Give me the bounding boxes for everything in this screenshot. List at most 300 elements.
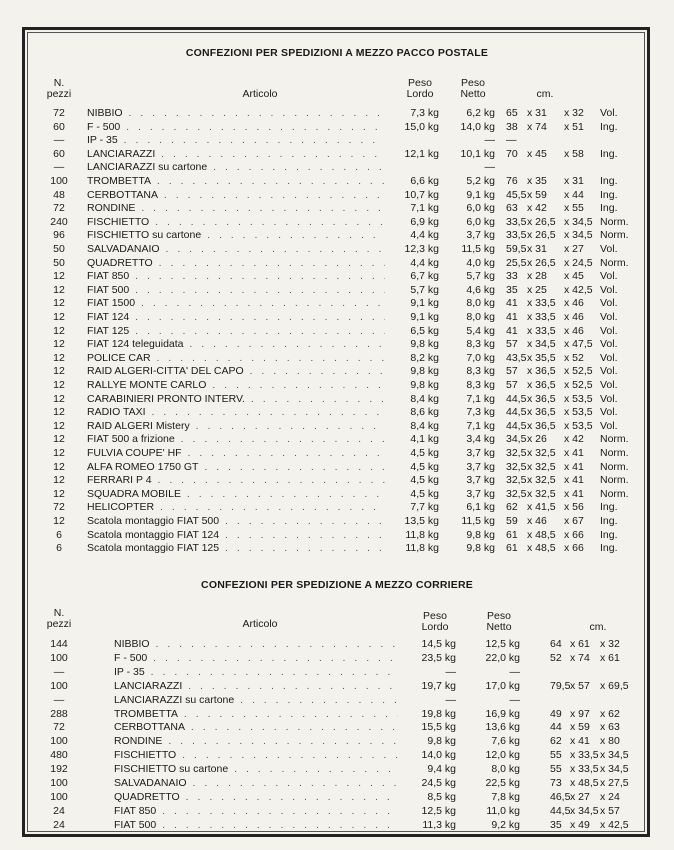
cell-pezzi: 12	[53, 419, 65, 432]
cell-tipo: Ing.	[600, 542, 618, 555]
cell-lordo: 4,1 kg	[410, 433, 439, 446]
cell-netto: 14,0 kg	[460, 120, 495, 133]
s1-header-n: N. pezzi	[46, 77, 72, 100]
cell-articolo: TROMBETTA . . .	[114, 708, 398, 721]
cell-articolo: SQUADRA MOBILE . . .	[87, 488, 385, 501]
cell-lordo: 9,1 kg	[410, 297, 439, 310]
cell-dim3: x 80	[600, 735, 620, 748]
cell-pezzi: 192	[50, 763, 68, 776]
cell-dim2: x 32,5	[527, 460, 556, 473]
cell-pezzi: 60	[53, 147, 65, 160]
cell-dim3: x 52,5	[564, 379, 593, 391]
table-row	[0, 638, 674, 651]
cell-dim3: x 52	[564, 351, 584, 364]
table-row	[0, 515, 674, 528]
cell-netto: 6,0 kg	[466, 215, 495, 228]
cell-tipo: Norm.	[600, 433, 629, 446]
cell-pezzi: 48	[53, 188, 65, 201]
cell-articolo: POLICE CAR . . .	[87, 352, 385, 365]
cell-netto: 11,0 kg	[486, 804, 520, 817]
cell-lordo: 15,5 kg	[421, 721, 456, 734]
cell-articolo: RONDINE . . .	[87, 202, 385, 215]
cell-dim2: x 25	[527, 283, 547, 296]
cell-pezzi: 12	[53, 392, 65, 405]
cell-dim1: 33,5	[506, 229, 527, 242]
cell-articolo: FIAT 850 . . .	[87, 270, 385, 283]
cell-netto: 3,7 kg	[466, 229, 495, 242]
cell-pezzi: 12	[53, 379, 65, 391]
cell-netto: 13,6 kg	[485, 721, 520, 734]
cell-pezzi: 144	[50, 638, 68, 650]
cell-lordo: 4,5 kg	[410, 474, 439, 487]
cell-dim1: 32,5	[506, 474, 527, 487]
cell-pezzi: 12	[53, 515, 65, 527]
table-row	[0, 365, 674, 378]
cell-dim1: 32,5	[506, 460, 527, 473]
cell-dim1: 57	[506, 338, 518, 351]
cell-dim2: x 33,5	[570, 749, 599, 762]
cell-dim1: 35	[506, 283, 518, 296]
cell-lordo: 4,5 kg	[410, 447, 439, 459]
cell-articolo: FIAT 500 . . .	[114, 819, 398, 832]
cell-tipo: Norm.	[600, 447, 629, 459]
cell-lordo: 9,8 kg	[410, 338, 439, 351]
cell-dim3: x 34,5	[600, 749, 629, 762]
cell-netto: 3,7 kg	[466, 474, 495, 487]
cell-dim1: 57	[506, 379, 518, 391]
cell-articolo: FULVIA COUPE' HF . . .	[87, 447, 385, 460]
table-row	[0, 433, 674, 446]
cell-lordo: 12,1 kg	[404, 147, 439, 160]
cell-pezzi: 12	[53, 474, 65, 487]
cell-dim3: x 31	[564, 175, 584, 187]
table-row	[0, 393, 674, 406]
cell-dim2: x 41,5	[527, 501, 556, 514]
cell-dim1: 57	[506, 365, 518, 378]
cell-dim2: x 57	[570, 679, 590, 692]
cell-tipo: Vol.	[600, 324, 618, 337]
table-row	[0, 284, 674, 297]
cell-netto: 7,1 kg	[466, 419, 495, 432]
cell-dim2: x 46	[527, 515, 547, 527]
cell-tipo: Norm.	[600, 256, 629, 269]
cell-netto: 5,4 kg	[466, 324, 495, 337]
table-row	[0, 447, 674, 460]
cell-netto: 8,0 kg	[466, 311, 495, 323]
cell-dim1: 44,5	[550, 804, 571, 817]
cell-netto: 16,9 kg	[485, 707, 520, 720]
s2-header-n: N. pezzi	[46, 607, 72, 630]
cell-articolo: F - 500 . . .	[114, 652, 398, 665]
cell-netto: 8,0 kg	[466, 297, 495, 310]
cell-dim3: x 57	[600, 804, 620, 817]
cell-dim3: x 45	[564, 270, 584, 283]
cell-articolo: LANCIARAZZI . . .	[87, 148, 385, 161]
cell-dim1: 38	[506, 120, 518, 133]
cell-dim1: 33,5	[506, 215, 527, 228]
cell-dim1: 61	[506, 528, 518, 541]
cell-dim2: x 26,5	[527, 229, 556, 242]
table-row	[0, 708, 674, 721]
cell-articolo: QUADRETTO . . .	[114, 791, 398, 804]
cell-dim3: x 27	[564, 243, 584, 255]
cell-pezzi: 50	[53, 256, 65, 269]
cell-pezzi: 12	[53, 338, 65, 351]
cell-dim1: 41	[506, 324, 518, 337]
cell-articolo: FIAT 124 . . .	[87, 311, 385, 324]
table-row	[0, 311, 674, 324]
cell-tipo: Vol.	[600, 392, 618, 405]
cell-dim1: 76	[506, 175, 518, 187]
table-row	[0, 297, 674, 310]
cell-tipo: Ing.	[600, 120, 618, 133]
table-row	[0, 666, 674, 679]
table-row	[0, 161, 674, 174]
cell-pezzi: 100	[50, 679, 68, 692]
cell-pezzi: 50	[53, 243, 65, 255]
cell-articolo: FISCHIETTO su cartone . . .	[114, 763, 398, 776]
cell-lordo: 12,5 kg	[421, 804, 456, 817]
table-row	[0, 721, 674, 734]
cell-dim3: x 62	[600, 707, 620, 720]
cell-dim2: x 33,5	[527, 324, 556, 337]
cell-tipo: Ing.	[600, 188, 618, 201]
cell-lordo: 8,6 kg	[410, 406, 439, 419]
cell-dim1: 70	[506, 147, 518, 160]
cell-tipo: Norm.	[600, 215, 629, 228]
cell-netto: 8,3 kg	[466, 379, 495, 391]
cell-lordo: 6,7 kg	[410, 270, 439, 283]
cell-netto: 7,3 kg	[466, 406, 495, 419]
cell-dim2: x 32,5	[527, 487, 556, 500]
cell-lordo: —	[445, 693, 456, 706]
cell-pezzi: 60	[53, 120, 65, 133]
cell-dim2: x 36,5	[527, 379, 556, 391]
cell-dim1: 61	[506, 542, 518, 555]
cell-dim1: 46,5	[550, 790, 571, 803]
cell-articolo: NIBBIO . . .	[87, 107, 385, 120]
cell-netto: 10,1 kg	[460, 147, 495, 160]
cell-netto: 9,8 kg	[466, 528, 495, 541]
cell-dim2: x 31	[527, 107, 547, 119]
cell-tipo: Vol.	[600, 270, 618, 283]
cell-articolo: Scatola montaggio FIAT 500 . . .	[87, 515, 385, 528]
cell-dim3: x 41	[564, 460, 584, 473]
cell-tipo: Vol.	[600, 365, 618, 378]
table-row	[0, 175, 674, 188]
cell-dim2: x 35	[527, 175, 547, 187]
cell-netto: 3,7 kg	[466, 447, 495, 459]
cell-dim1: 44,5	[506, 392, 527, 405]
cell-dim3: x 66	[564, 528, 584, 541]
cell-dim3: x 41	[564, 447, 584, 459]
cell-netto: 6,2 kg	[466, 107, 495, 119]
table-row	[0, 791, 674, 804]
cell-articolo: QUADRETTO . . .	[87, 257, 385, 270]
cell-dim3: x 69,5	[600, 679, 629, 692]
table-row	[0, 189, 674, 202]
cell-dim3: x 53,5	[564, 419, 593, 432]
cell-pezzi: 12	[53, 487, 65, 500]
table-row	[0, 216, 674, 229]
table-row	[0, 325, 674, 338]
cell-lordo: 8,5 kg	[427, 790, 456, 803]
table-row	[0, 529, 674, 542]
cell-netto: 7,0 kg	[466, 351, 495, 364]
cell-articolo: Scatola montaggio FIAT 124 . . .	[87, 529, 385, 542]
cell-pezzi: 288	[50, 707, 68, 720]
cell-dim2: x 31	[527, 243, 547, 255]
table-row	[0, 257, 674, 270]
cell-pezzi: 72	[53, 202, 65, 215]
table-row	[0, 680, 674, 693]
cell-dim2: x 32,5	[527, 447, 556, 459]
cell-articolo: FIAT 124 teleguidata . . .	[87, 338, 385, 351]
cell-dim1: 45,5	[506, 188, 527, 201]
cell-pezzi: 72	[53, 721, 65, 734]
cell-tipo: Vol.	[600, 351, 618, 364]
table-row	[0, 134, 674, 147]
cell-dim1: 44	[550, 721, 562, 734]
s2-header-netto: Peso Netto	[486, 610, 512, 633]
cell-dim3: x 67	[564, 515, 584, 527]
section1-title: CONFEZIONI PER SPEDIZIONI A MEZZO PACCO POSTALE	[185, 47, 489, 59]
cell-dim2: x 42	[527, 202, 547, 215]
cell-dim2: x 48,5	[527, 528, 556, 541]
cell-articolo: IP - 35 . . .	[114, 666, 398, 679]
cell-dim2: x 33,5	[527, 297, 556, 310]
cell-dim1: 32,5	[506, 487, 527, 500]
table-row	[0, 338, 674, 351]
cell-lordo: 10,7 kg	[404, 188, 439, 201]
cell-dim1: —	[506, 134, 517, 147]
cell-lordo: 6,9 kg	[410, 215, 439, 228]
table-row	[0, 749, 674, 762]
table-row	[0, 735, 674, 748]
cell-dim3: x 27,5	[600, 777, 629, 789]
cell-dim3: x 44	[564, 188, 584, 201]
cell-dim1: 33	[506, 270, 518, 283]
cell-dim3: x 47,5	[564, 338, 593, 351]
table-row	[0, 352, 674, 365]
cell-lordo: 6,6 kg	[410, 175, 439, 187]
cell-articolo: RAID ALGERI-CITTA' DEL CAPO . . .	[87, 365, 385, 378]
cell-pezzi: —	[53, 134, 65, 147]
table-row	[0, 406, 674, 419]
table-row	[0, 652, 674, 665]
cell-tipo: Ing.	[600, 515, 618, 527]
cell-articolo: LANCIARAZZI su cartone . . .	[114, 694, 398, 707]
cell-netto: 12,5 kg	[485, 638, 520, 650]
s1-header-cm: cm.	[536, 88, 554, 100]
cell-tipo: Norm.	[600, 474, 629, 487]
cell-dim2: x 41	[570, 735, 590, 748]
cell-pezzi: 480	[50, 749, 68, 762]
table-row	[0, 542, 674, 555]
cell-articolo: FERRARI P 4 . . .	[87, 474, 385, 487]
cell-dim3: x 34,5	[564, 215, 593, 228]
cell-articolo: HELICOPTER . . .	[87, 501, 385, 514]
cell-articolo: FIAT 500 a frizione . . .	[87, 433, 385, 446]
cell-dim2: x 36,5	[527, 365, 556, 378]
cell-dim2: x 59	[527, 188, 547, 201]
cell-netto: 11,5 kg	[461, 515, 495, 527]
cell-lordo: 6,5 kg	[410, 324, 439, 337]
section2-title: CONFEZIONI PER SPEDIZIONE A MEZZO CORRIERE	[201, 579, 473, 591]
cell-dim2: x 36,5	[527, 406, 556, 419]
cell-netto: 9,2 kg	[491, 818, 520, 831]
cell-tipo: Ing.	[600, 175, 618, 187]
cell-dim2: x 59	[570, 721, 590, 734]
cell-pezzi: 240	[50, 215, 68, 228]
cell-dim2: x 36,5	[527, 419, 556, 432]
cell-articolo: FIAT 850 . . .	[114, 805, 398, 818]
cell-tipo: Vol.	[600, 406, 618, 419]
cell-dim2: x 61	[570, 638, 590, 650]
cell-pezzi: 100	[50, 175, 68, 187]
cell-articolo: CARABINIERI PRONTO INTERV. . . .	[87, 393, 385, 406]
cell-lordo: 7,1 kg	[410, 202, 439, 215]
cell-articolo: FISCHIETTO . . .	[87, 216, 385, 229]
cell-dim1: 41	[506, 297, 518, 310]
cell-articolo: SALVADANAIO . . .	[114, 777, 398, 790]
cell-lordo: 9,8 kg	[410, 365, 439, 378]
cell-dim2: x 33,5	[527, 311, 556, 323]
cell-lordo: 11,8 kg	[405, 528, 439, 541]
cell-articolo: NIBBIO . . .	[114, 638, 398, 651]
cell-pezzi: 12	[53, 351, 65, 364]
cell-lordo: 24,5 kg	[421, 777, 456, 789]
cell-netto: 8,3 kg	[466, 338, 495, 351]
cell-dim1: 52	[550, 651, 562, 664]
cell-dim2: x 26,5	[527, 215, 556, 228]
cell-pezzi: 6	[56, 528, 62, 541]
cell-netto: 22,0 kg	[485, 651, 520, 664]
cell-articolo: FISCHIETTO su cartone . . .	[87, 229, 385, 242]
cell-lordo: 14,5 kg	[421, 638, 456, 650]
cell-articolo: FIAT 500 . . .	[87, 284, 385, 297]
table-row	[0, 420, 674, 433]
cell-netto: 7,6 kg	[491, 735, 520, 748]
cell-dim3: x 61	[600, 651, 620, 664]
s1-header-netto: Peso Netto	[460, 77, 486, 100]
cell-dim2: x 49	[570, 818, 590, 831]
cell-pezzi: 12	[53, 297, 65, 310]
cell-tipo: Norm.	[600, 460, 629, 473]
cell-articolo: F - 500 . . .	[87, 121, 385, 134]
cell-netto: 7,8 kg	[491, 790, 520, 803]
cell-dim3: x 42	[564, 433, 584, 446]
cell-dim1: 63	[506, 202, 518, 215]
cell-tipo: Vol.	[600, 379, 618, 391]
cell-dim2: x 28	[527, 270, 547, 283]
cell-netto: 3,4 kg	[466, 433, 495, 446]
cell-articolo: RONDINE . . .	[114, 735, 398, 748]
cell-pezzi: 100	[50, 735, 68, 748]
cell-pezzi: 100	[50, 790, 68, 803]
cell-dim1: 79,5	[550, 679, 571, 692]
cell-pezzi: 12	[53, 406, 65, 419]
table-row	[0, 379, 674, 392]
cell-lordo: 9,8 kg	[427, 735, 456, 748]
cell-pezzi: 12	[53, 270, 65, 283]
cell-pezzi: 12	[53, 433, 65, 446]
cell-netto: —	[484, 161, 495, 174]
cell-articolo: SALVADANAIO . . .	[87, 243, 385, 256]
cell-lordo: 9,4 kg	[427, 763, 456, 776]
cell-dim3: x 53,5	[564, 406, 593, 419]
table-row	[0, 488, 674, 501]
cell-tipo: Norm.	[600, 487, 629, 500]
cell-lordo: 7,7 kg	[410, 501, 439, 514]
cell-articolo: ALFA ROMEO 1750 GT . . .	[87, 461, 385, 474]
cell-lordo: 9,1 kg	[410, 311, 439, 323]
cell-netto: 11,5 kg	[461, 243, 495, 255]
cell-dim2: x 97	[570, 707, 590, 720]
cell-dim1: 59,5	[506, 243, 527, 255]
cell-lordo: 11,3 kg	[422, 818, 456, 831]
table-row	[0, 819, 674, 832]
s1-header-lordo: Peso Lordo	[406, 77, 434, 100]
cell-articolo: LANCIARAZZI su cartone . . .	[87, 161, 385, 174]
cell-lordo: 19,8 kg	[421, 707, 456, 720]
table-row	[0, 107, 674, 120]
cell-dim3: x 52,5	[564, 365, 593, 378]
cell-netto: 4,6 kg	[466, 283, 495, 296]
cell-tipo: Vol.	[600, 243, 618, 255]
cell-pezzi: 72	[53, 501, 65, 514]
cell-lordo: 7,3 kg	[410, 107, 439, 119]
cell-dim1: 41	[506, 311, 518, 323]
cell-articolo: FIAT 1500 . . .	[87, 297, 385, 310]
table-row	[0, 148, 674, 161]
cell-pezzi: 96	[53, 229, 65, 242]
cell-netto: 9,8 kg	[466, 542, 495, 555]
cell-lordo: 9,8 kg	[410, 379, 439, 391]
cell-dim3: x 46	[564, 324, 584, 337]
cell-articolo: TROMBETTA . . .	[87, 175, 385, 188]
cell-netto: —	[484, 134, 495, 147]
cell-tipo: Ing.	[600, 202, 618, 215]
cell-dim3: x 34,5	[600, 763, 629, 776]
table-row	[0, 202, 674, 215]
cell-articolo: RALLYE MONTE CARLO . . .	[87, 379, 385, 392]
cell-articolo: FIAT 125 . . .	[87, 325, 385, 338]
cell-pezzi: 12	[53, 283, 65, 296]
cell-dim2: x 32,5	[527, 474, 556, 487]
table-row	[0, 474, 674, 487]
cell-pezzi: —	[53, 161, 65, 174]
cell-dim1: 35	[550, 818, 562, 831]
cell-articolo: LANCIARAZZI . . .	[114, 680, 398, 693]
cell-articolo: IP - 35 . . .	[87, 134, 385, 147]
cell-dim1: 25,5	[506, 256, 527, 269]
cell-lordo: 8,4 kg	[410, 392, 439, 405]
cell-dim2: x 35,5	[527, 351, 556, 364]
cell-dim2: x 34,5	[527, 338, 556, 351]
cell-netto: 8,0 kg	[491, 763, 520, 776]
cell-dim2: x 36,5	[527, 392, 556, 405]
cell-dim1: 65	[506, 107, 518, 119]
cell-netto: 8,3 kg	[466, 365, 495, 378]
table-row	[0, 501, 674, 514]
cell-tipo: Vol.	[600, 338, 618, 351]
cell-dim3: x 55	[564, 202, 584, 215]
cell-dim2: x 48,5	[570, 777, 599, 789]
cell-tipo: Vol.	[600, 283, 618, 296]
cell-dim2: x 26,5	[527, 256, 556, 269]
cell-articolo: CERBOTTANA . . .	[114, 721, 398, 734]
